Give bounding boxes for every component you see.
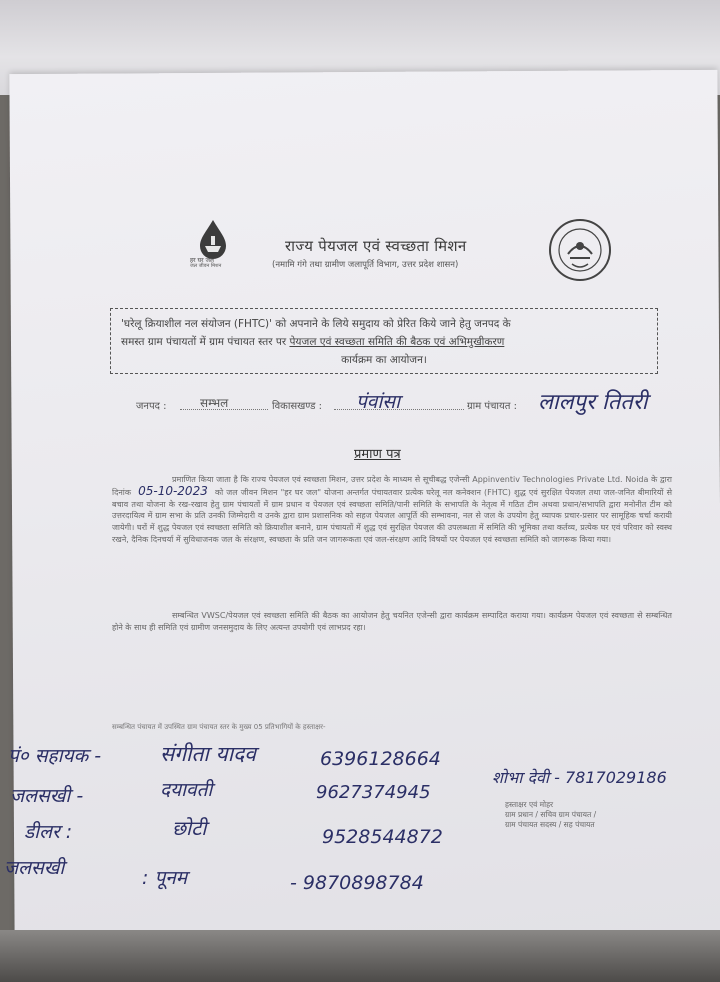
participant-1-role: पं० सहायक -: [8, 745, 102, 767]
gram-value: लालपुर तितरी: [538, 390, 648, 415]
notice-line-2-underlined: पेयजल एवं स्वच्छता समिति की बैठक एवं अभिमुखीकरण: [289, 336, 505, 348]
water-drop-logo-icon: [190, 218, 232, 274]
certificate-title: प्रमाण पत्र: [354, 447, 401, 462]
participant-3-role: डीलर :: [24, 821, 73, 843]
para2-text: सम्बन्धित VWSC/पेयजल एवं स्वच्छता समिति की बैठक का आयोजन हेतु चयनित एजेन्सी द्वारा कार्यक्रम सम्पादित कराया गया। कार्यक्रम पेयजल एवं स्वच्छता से सम्बन्धित होने के साथ ही समिति एवं ग्रामीण जनसमुदाय के लिए अत्यन्त उपयोगी एवं लाभप्रद रहा।: [112, 611, 672, 632]
sign-line-3: ग्राम पंचायत सदस्य / सह पंचायत: [505, 820, 595, 829]
participant-1-name: संगीता यादव: [160, 742, 256, 766]
sign-line-1: हस्ताक्षर एवं मोहर: [505, 800, 554, 809]
notice-line-3: कार्यक्रम का आयोजन।: [341, 354, 427, 366]
participant-2-role: जलसखी -: [10, 785, 84, 807]
up-govt-seal-icon: [548, 218, 612, 282]
logo-left-subtext: जल जीवन मिशन: [190, 263, 222, 269]
notice-line-1: 'घरेलू क्रियाशील नल संयोजन (FHTC)' को अपनाने के लिये समुदाय को प्रेरित किये जाने हेतु जनपद के: [121, 318, 511, 330]
participant-3-name: छोटी: [172, 816, 207, 840]
participant-2-phone: 9627374945: [316, 782, 431, 803]
participant-1-phone: 6396128664: [320, 748, 441, 770]
block-label: विकासखण्ड :: [272, 401, 323, 412]
extra-signature: शोभा देवी - 7817029186: [492, 768, 667, 787]
certificate-paragraph-1: [112, 474, 672, 546]
header-subtitle: (नमामि गंगे तथा ग्रामीण जलापूर्ति विभाग, उत्तर प्रदेश शासन): [272, 260, 459, 270]
notice-line-2: [121, 333, 647, 351]
participant-4-role: जलसखी: [4, 857, 65, 879]
certificate-paragraph-2: [112, 610, 672, 634]
bottom-shadow: [0, 930, 720, 982]
notice-box: [110, 308, 658, 374]
participant-4-phone: - 9870898784: [290, 872, 424, 894]
para1-part-a: प्रमाणित किया जाता है कि राज्य पेयजल एवं स्वच्छता मिशन, उत्तर प्रदेश के माध्यम से सूचीबद्ध एजेन्सी Appinventiv Technologies Private Ltd. Noida के द्वारा दिनांक: [112, 475, 672, 497]
district-value: सम्भल: [200, 396, 229, 410]
participant-2-name: दयावती: [160, 779, 213, 801]
gram-label: ग्राम पंचायत :: [467, 401, 518, 412]
notice-line-2-pre: समस्त ग्राम पंचायतों में ग्राम पंचायत स्तर पर: [121, 336, 290, 348]
sign-line-2: ग्राम प्रधान / सचिव ग्राम पंचायत /: [505, 810, 597, 819]
participant-3-phone: 9528544872: [322, 826, 443, 848]
participants-footnote: सम्बन्धित पंचायत में उपस्थित ग्राम पंचायत स्तर के मुख्य 05 प्रतिभागियों के हस्ताक्षर-: [112, 723, 326, 731]
district-label: जनपद :: [136, 401, 167, 412]
logo-left-text: हर घर जल: [190, 257, 214, 264]
signature-block: [505, 800, 655, 830]
block-value: पंवांसा: [356, 391, 401, 413]
participant-4-name: : पूनम: [142, 867, 188, 889]
program-date: 05-10-2023: [138, 483, 208, 498]
header-title: राज्य पेयजल एवं स्वच्छता मिशन: [285, 237, 467, 255]
para1-part-b: को जल जीवन मिशन "हर घर जल" योजना अन्तर्गत पंचायतवार प्रत्येक घरेलू नल कनेक्शन (FHTC) शुद्ध एवं सुरक्षित पेयजल तथा जल-जनित बीमारियों से बचाव तथा योजना के रख-रखाव हेतु ग्राम पंचायतों में ग्राम प्रधान व पेयजल एवं स्वच्छता समिति/पानी समिति के सभापति के नेतृत्व में गठित टीम अथवा प्रधान/सभापति द्वारा मनोनीत टीम को उत्तरदायित्व में ग्राम सभा के प्रति उनकी जिम्मेदारी व उनके द्वारा ग्राम प्रशासनिक को सहज पेयजल आपूर्ति की सम्भावना, नल से जल के उपयोग हेतु व्यापक प्रचार-प्रसार पर सामूहिक चर्चा करायी जायेगी। घरों में शुद्ध पेयजल एवं स्वच्छता समिति को क्रियाशील बनाने, ग्राम पंचायतों में शुद्ध एवं सुरक्षित पेयजल की उपलब्धता में समिति की भूमिका तथा कर्तव्य, प्रत्येक घर एवं परिवार को स्वस्थ रखने, दैनिक दिनचर्या में सुविधाजनक जल के संरक्षण, स्वच्छता के प्रति जन जागरूकता एवं जल-संरक्षण आदि विषयों पर पेयजल एवं स्वच्छता समिति को जागरूक किया गया।: [112, 487, 672, 544]
